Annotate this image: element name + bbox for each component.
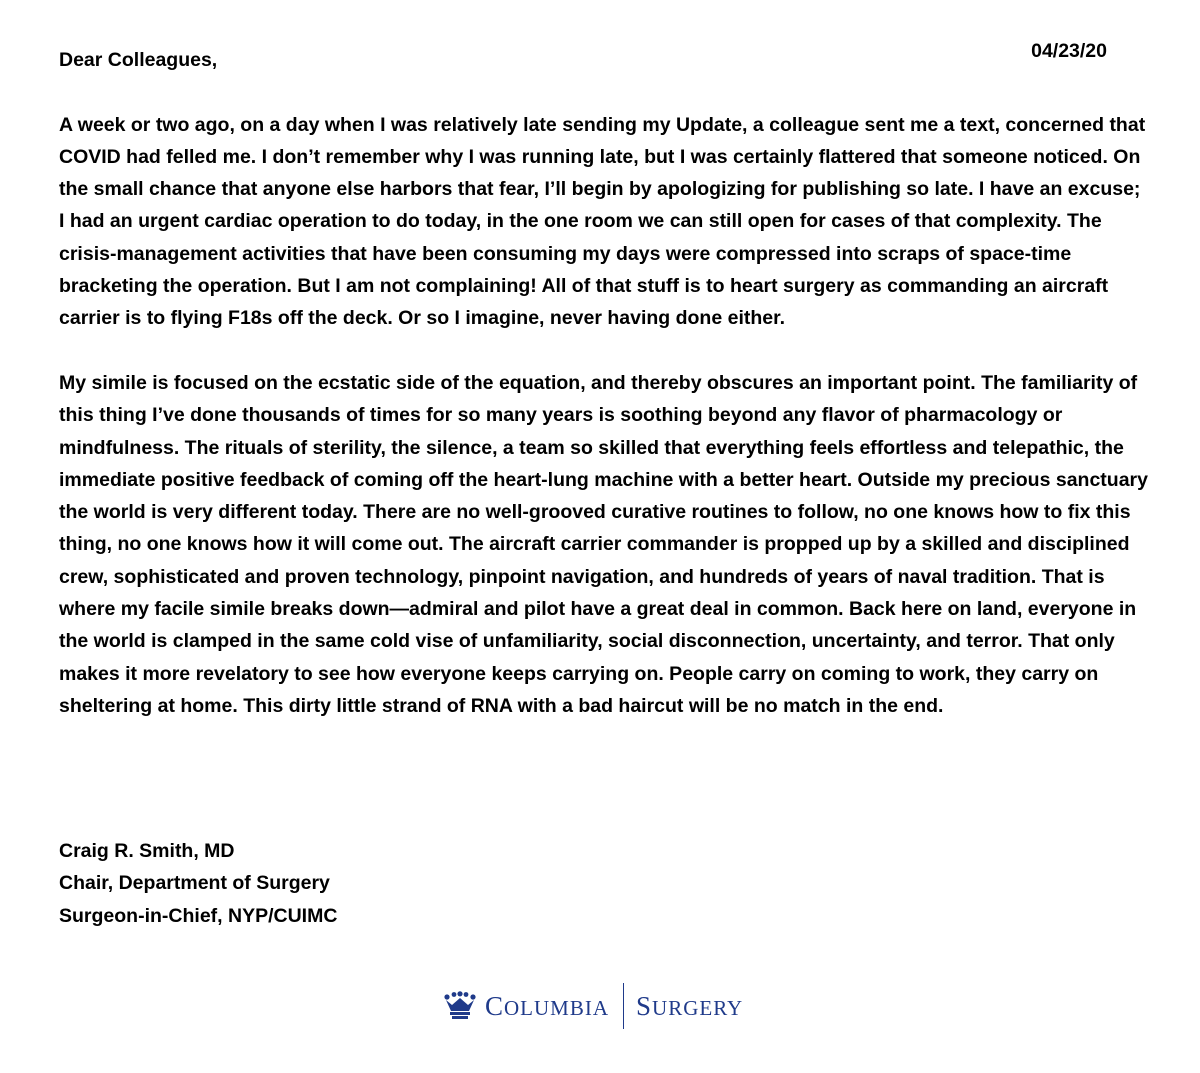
- paragraph-1: A week or two ago, on a day when I was relatively late sending my Update, a colleague sent me a text, concerned that COVID had felled me. I don’t remember why I was running late, but I was certainly flattered that someone noticed. On the small chance that anyone else harbors that fear, I’ll begin by apologizing for publishing so late. I have an excuse; I had an urgent cardiac operation to do today, in the one room we can still open for cases of that complexity. The crisis-management activities that have been consuming my days were compressed into scraps of space-time bracketing the operation. But I am not complaining! All of that stuff is to heart surgery as commanding an aircraft carrier is to flying F18s off the deck. Or so I imagine, never having done either.: [59, 113, 1146, 330]
- greeting: Dear Colleagues,: [59, 49, 218, 71]
- brand-columbia: COLUMBIA: [485, 990, 610, 1021]
- crown-icon: [443, 991, 477, 1021]
- signature-role: Surgeon-in-Chief, NYP/CUIMC: [59, 904, 338, 927]
- signature-block: [59, 835, 337, 932]
- paragraph-2: My simile is focused on the ecstatic side of the equation, and thereby obscures an important point. The familiarity of this thing I’ve done thousands of times for so many years is soothing beyond any flavor of pharmacology or mindfulness. The rituals of sterility, the silence, a team so skilled that everything feels effortless and telepathic, the immediate positive feedback of coming off the heart-lung machine with a better heart. Outside my precious sanctuary the world is very different today. There are no well-grooved curative routines to follow, no one knows how to fix this thing, no one knows how it will come out. The aircraft carrier commander is propped up by a skilled and disciplined crew, sophisticated and proven technology, pinpoint navigation, and hundreds of years of naval tradition. That is where my facile simile breaks down—admiral and pilot have a great deal in common. Back here on land, everyone in the world is clamped in the same cold vise of unfamiliarity, social disconnection, uncertainty, and terror. That only makes it more revelatory to see how everyone keeps carrying on. People carry on coming to work, they carry on sheltering at home. This dirty little strand of RNA with a bad haircut will be no match in the end.: [59, 371, 1148, 717]
- signature-name: Craig R. Smith, MD: [59, 840, 235, 862]
- logo-divider: [623, 983, 624, 1029]
- letter-body: [59, 44, 1149, 755]
- brand-surgery: SURGERY: [636, 990, 744, 1021]
- signature-title: Chair, Department of Surgery: [59, 872, 330, 895]
- columbia-surgery-logo: [443, 983, 743, 1029]
- letter-date: 04/23/20: [1031, 40, 1107, 62]
